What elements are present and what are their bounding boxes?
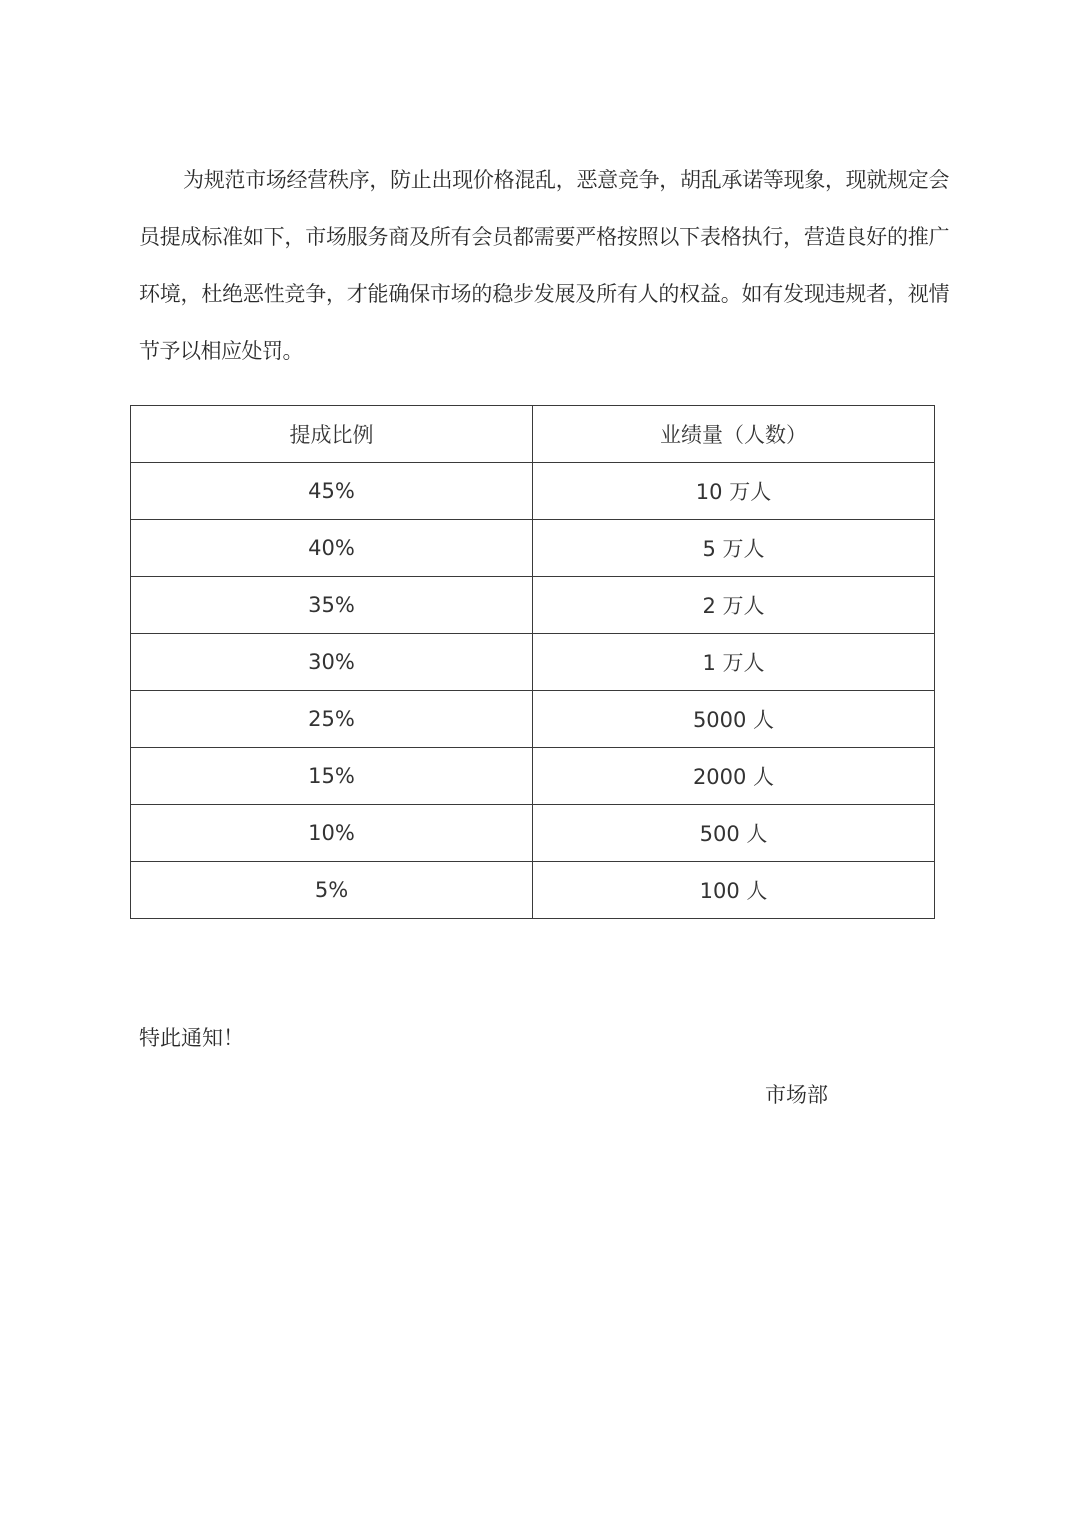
commission-rate-cell: 40%: [131, 520, 533, 577]
performance-volume-cell: 1 万人: [533, 634, 935, 691]
performance-volume-cell: 100 人: [533, 862, 935, 919]
table-row: [131, 463, 935, 520]
commission-rate-cell: 25%: [131, 691, 533, 748]
signature-department: 市场部: [765, 1083, 828, 1107]
commission-rate-cell: 30%: [131, 634, 533, 691]
table-row: [131, 748, 935, 805]
header-performance-volume: 业绩量（人数）: [533, 406, 935, 463]
performance-volume-cell: 10 万人: [533, 463, 935, 520]
performance-volume-cell: 2000 人: [533, 748, 935, 805]
closing-notice: 特此通知！: [139, 1026, 244, 1050]
table-row: [131, 862, 935, 919]
table-row: [131, 691, 935, 748]
table-row: [131, 634, 935, 691]
commission-rate-cell: 15%: [131, 748, 533, 805]
commission-rate-cell: 10%: [131, 805, 533, 862]
performance-volume-cell: 5000 人: [533, 691, 935, 748]
intro-paragraph: 为规范市场经营秩序，防止出现价格混乱，恶意竞争，胡乱承诺等现象，现就规定会员提成标准如下，市场服务商及所有会员都需要严格按照以下表格执行，营造良好的推广环境，杜绝恶性竞争，才能确保市场的稳步发展及所有人的权益。如有发现违规者，视情节予以相应处罚。: [139, 168, 949, 363]
commission-rate-cell: 35%: [131, 577, 533, 634]
performance-volume-cell: 2 万人: [533, 577, 935, 634]
performance-volume-cell: 5 万人: [533, 520, 935, 577]
table-row: [131, 577, 935, 634]
table-row: [131, 805, 935, 862]
table-header-row: [131, 406, 935, 463]
table-row: [131, 520, 935, 577]
commission-table: [130, 405, 935, 919]
commission-rate-cell: 5%: [131, 862, 533, 919]
commission-rate-cell: 45%: [131, 463, 533, 520]
performance-volume-cell: 500 人: [533, 805, 935, 862]
header-commission-rate: 提成比例: [131, 406, 533, 463]
